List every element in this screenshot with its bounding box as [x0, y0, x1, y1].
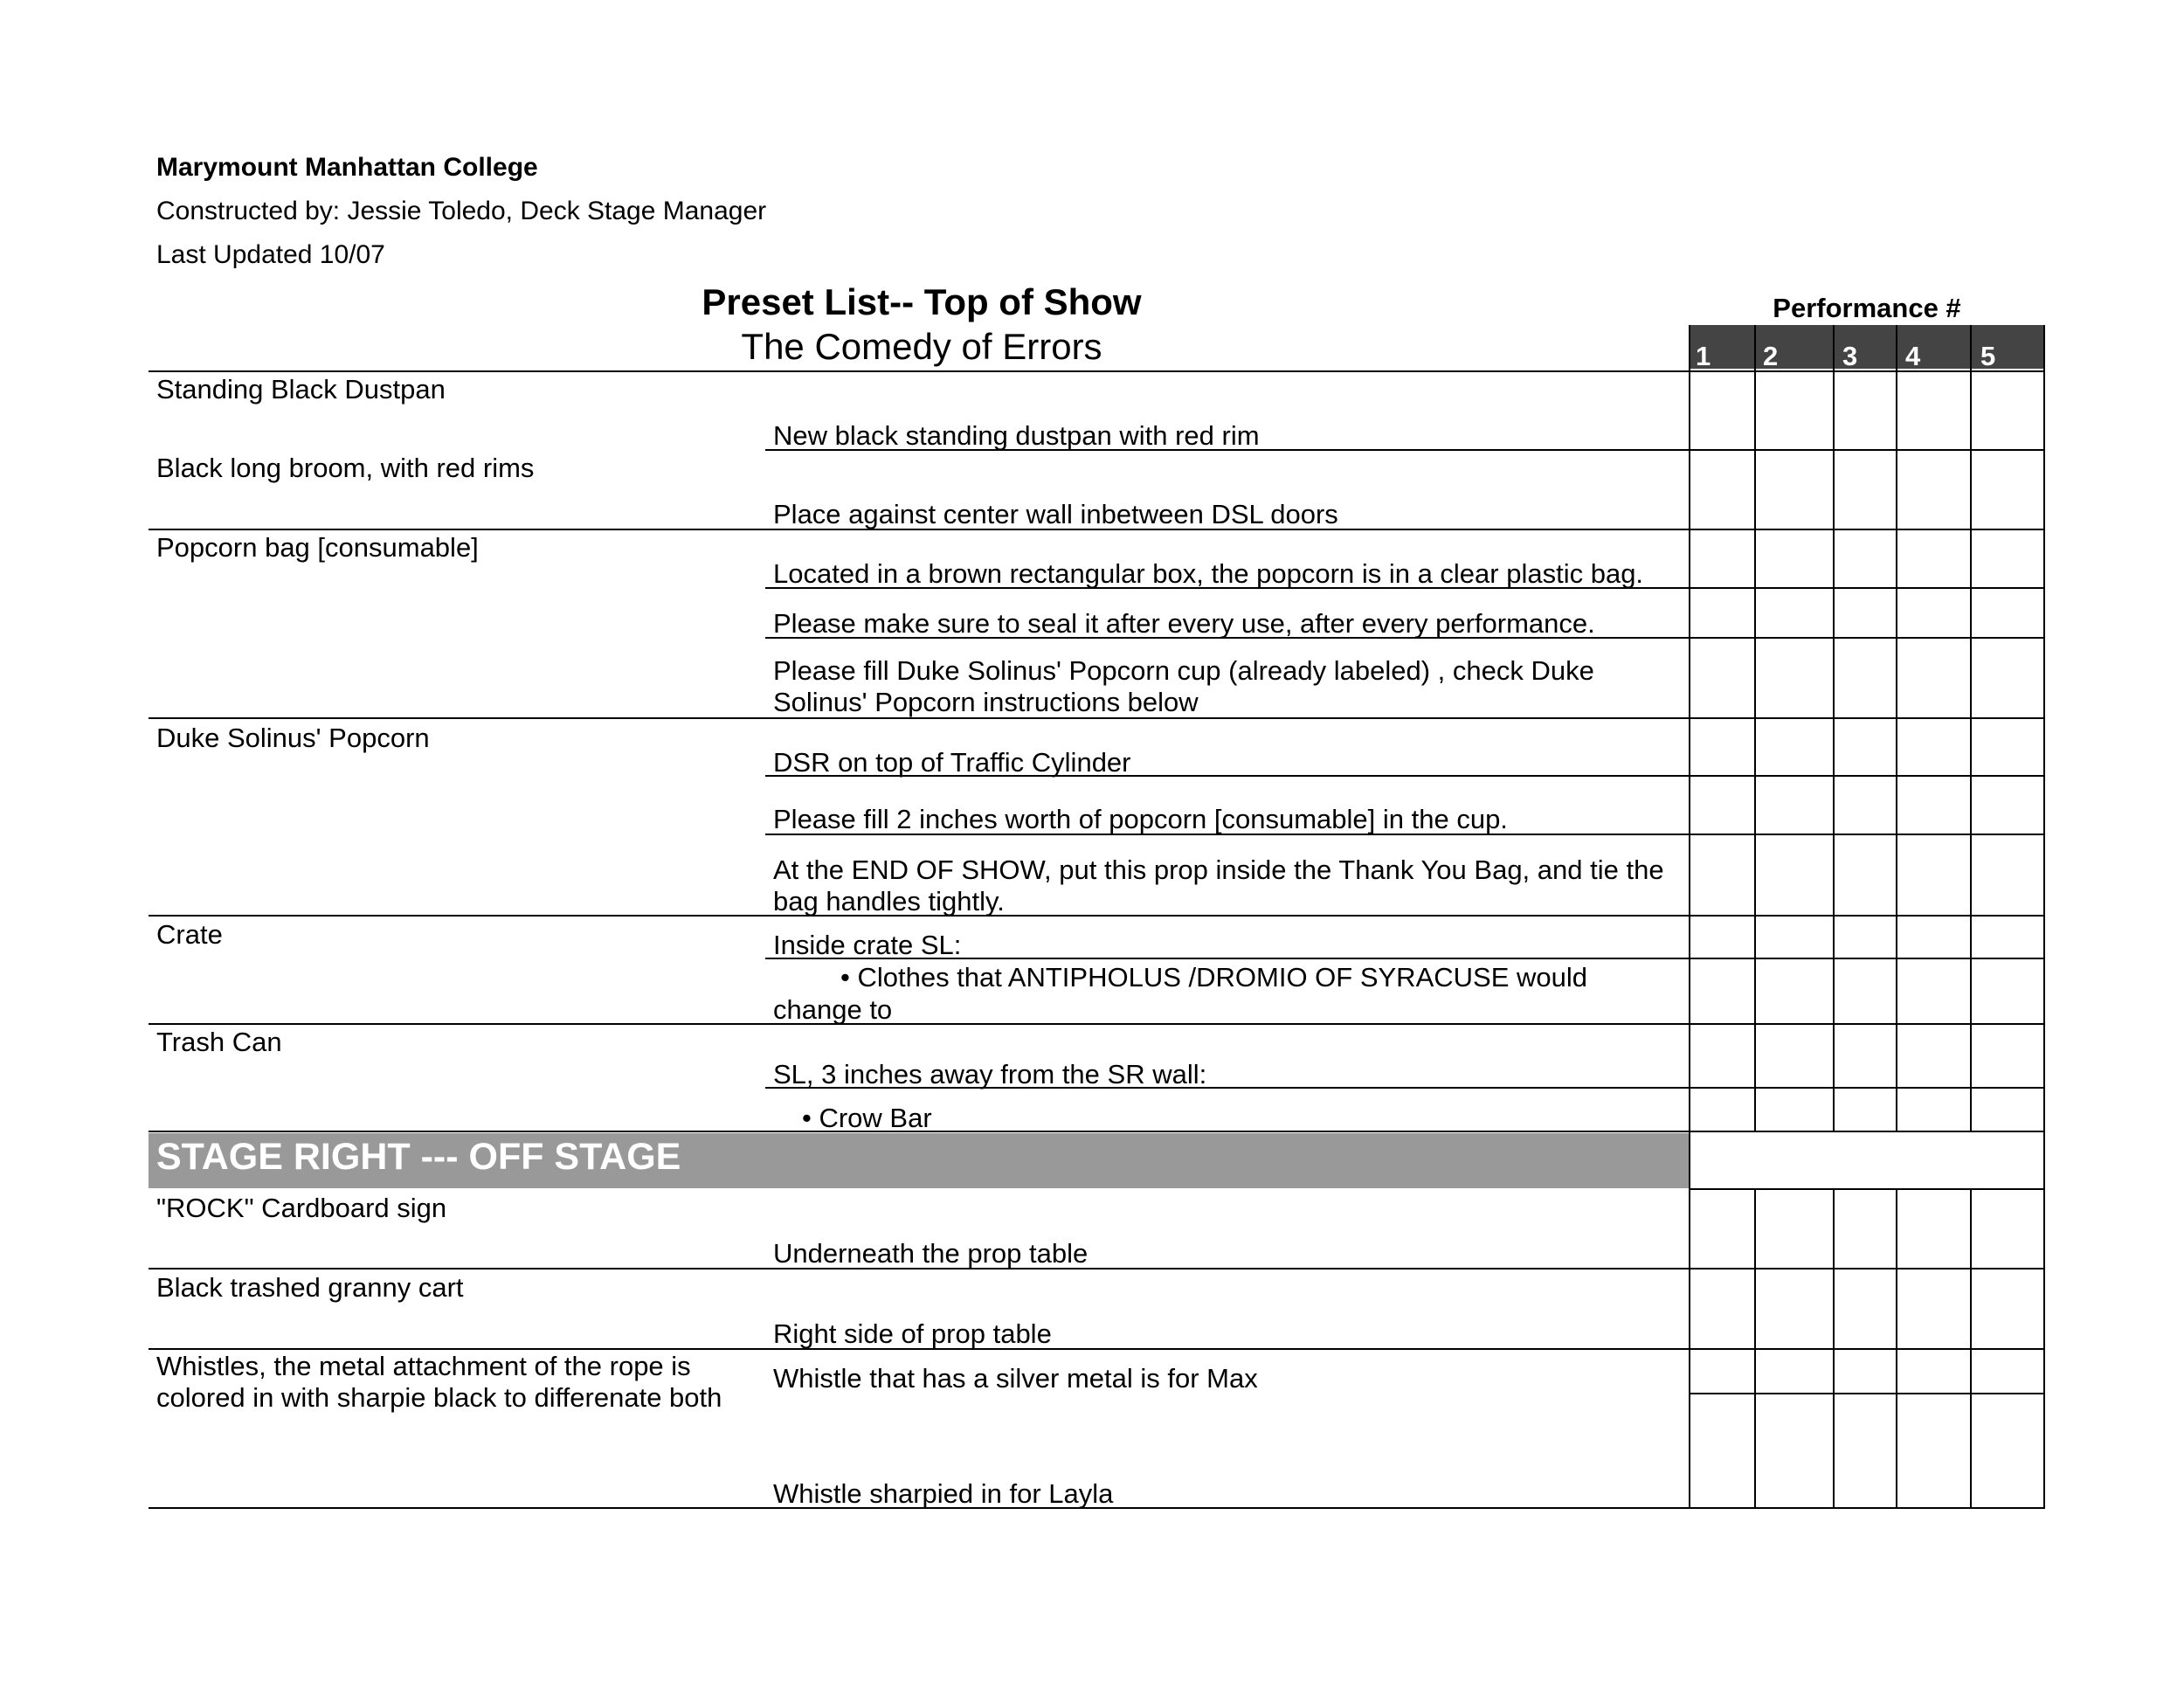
desc-dustpan: New black standing dustpan with red rim [773, 420, 1260, 451]
desc-trash-location: SL, 3 inches away from the SR wall: [773, 1059, 1207, 1090]
row-divider [149, 1348, 2045, 1350]
row-divider [149, 1023, 2045, 1025]
item-popcorn-bag: Popcorn bag [consumable] [156, 532, 479, 563]
desc-popcorn-fill: Please fill Duke Solinus' Popcorn cup (already labeled) , check Duke Solinus' Popcorn instructions below [773, 655, 1594, 717]
desc-crate-clothes-cont: change to [773, 994, 893, 1025]
row-divider [149, 370, 2045, 372]
performance-number-4: 4 [1905, 341, 1921, 371]
performance-label: Performance # [1773, 293, 1961, 323]
row-divider [1689, 1188, 2045, 1190]
desc-popcorn-location: Located in a brown rectangular box, the popcorn is in a clear plastic bag. [773, 558, 1644, 589]
desc-whistle-layla: Whistle sharpied in for Layla [773, 1478, 1114, 1509]
row-divider [149, 1131, 2045, 1132]
desc-crate-inside: Inside crate SL: [773, 930, 962, 960]
item-rock-sign: "ROCK" Cardboard sign [156, 1193, 447, 1223]
show-title: The Comedy of Errors [741, 326, 1102, 367]
grid-column-line [1754, 325, 1756, 1132]
desc-crate-clothes: • Clothes that ANTIPHOLUS /DROMIO OF SYRACUSE would [840, 962, 1587, 993]
grid-column-line [1689, 325, 1690, 1509]
performance-number-5: 5 [1980, 341, 1996, 371]
last-updated: Last Updated 10/07 [156, 240, 385, 269]
college-name: Marymount Manhattan College [156, 153, 538, 182]
subrow-divider [1689, 1393, 2045, 1394]
item-granny-cart: Black trashed granny cart [156, 1272, 464, 1303]
performance-number-3: 3 [1842, 341, 1858, 371]
performance-number-1: 1 [1696, 341, 1711, 371]
grid-column-line [1833, 325, 1835, 1132]
page-title: Preset List-- Top of Show [702, 281, 1142, 322]
row-divider [149, 1268, 2045, 1269]
grid-column-line [1896, 1188, 1897, 1509]
desc-broom: Place against center wall inbetween DSL doors [773, 499, 1338, 529]
item-dustpan: Standing Black Dustpan [156, 374, 446, 405]
grid-column-line [1754, 1188, 1756, 1509]
item-broom: Black long broom, with red rims [156, 453, 535, 483]
item-whistles: Whistles, the metal attachment of the rope is colored in with sharpie black to differenate both [156, 1351, 722, 1413]
desc-crow-bar: • Crow Bar [802, 1103, 932, 1133]
desc-popcorn-seal: Please make sure to seal it after every use, after every performance. [773, 608, 1595, 639]
desc-rock-sign: Underneath the prop table [773, 1238, 1089, 1269]
item-duke-popcorn: Duke Solinus' Popcorn [156, 723, 430, 753]
grid-column-line [1970, 1188, 1972, 1509]
grid-column-line [1833, 1188, 1835, 1509]
item-crate: Crate [156, 919, 223, 950]
desc-granny-cart: Right side of prop table [773, 1318, 1052, 1349]
constructed-by: Constructed by: Jessie Toledo, Deck Stage Manager [156, 197, 767, 225]
desc-whistle-max: Whistle that has a silver metal is for Max [773, 1363, 1258, 1394]
grid-column-line [1896, 325, 1897, 1132]
performance-number-2: 2 [1763, 341, 1779, 371]
desc-duke-end: At the END OF SHOW, put this prop inside the Thank You Bag, and tie the bag handles tightly. [773, 854, 1664, 917]
desc-duke-location: DSR on top of Traffic Cylinder [773, 747, 1131, 778]
desc-duke-fill: Please fill 2 inches worth of popcorn [consumable] in the cup. [773, 804, 1508, 834]
item-trash-can: Trash Can [156, 1027, 282, 1057]
section-heading: STAGE RIGHT --- OFF STAGE [156, 1136, 681, 1178]
grid-column-line [1970, 325, 1972, 1132]
grid-column-line [2043, 325, 2045, 1509]
